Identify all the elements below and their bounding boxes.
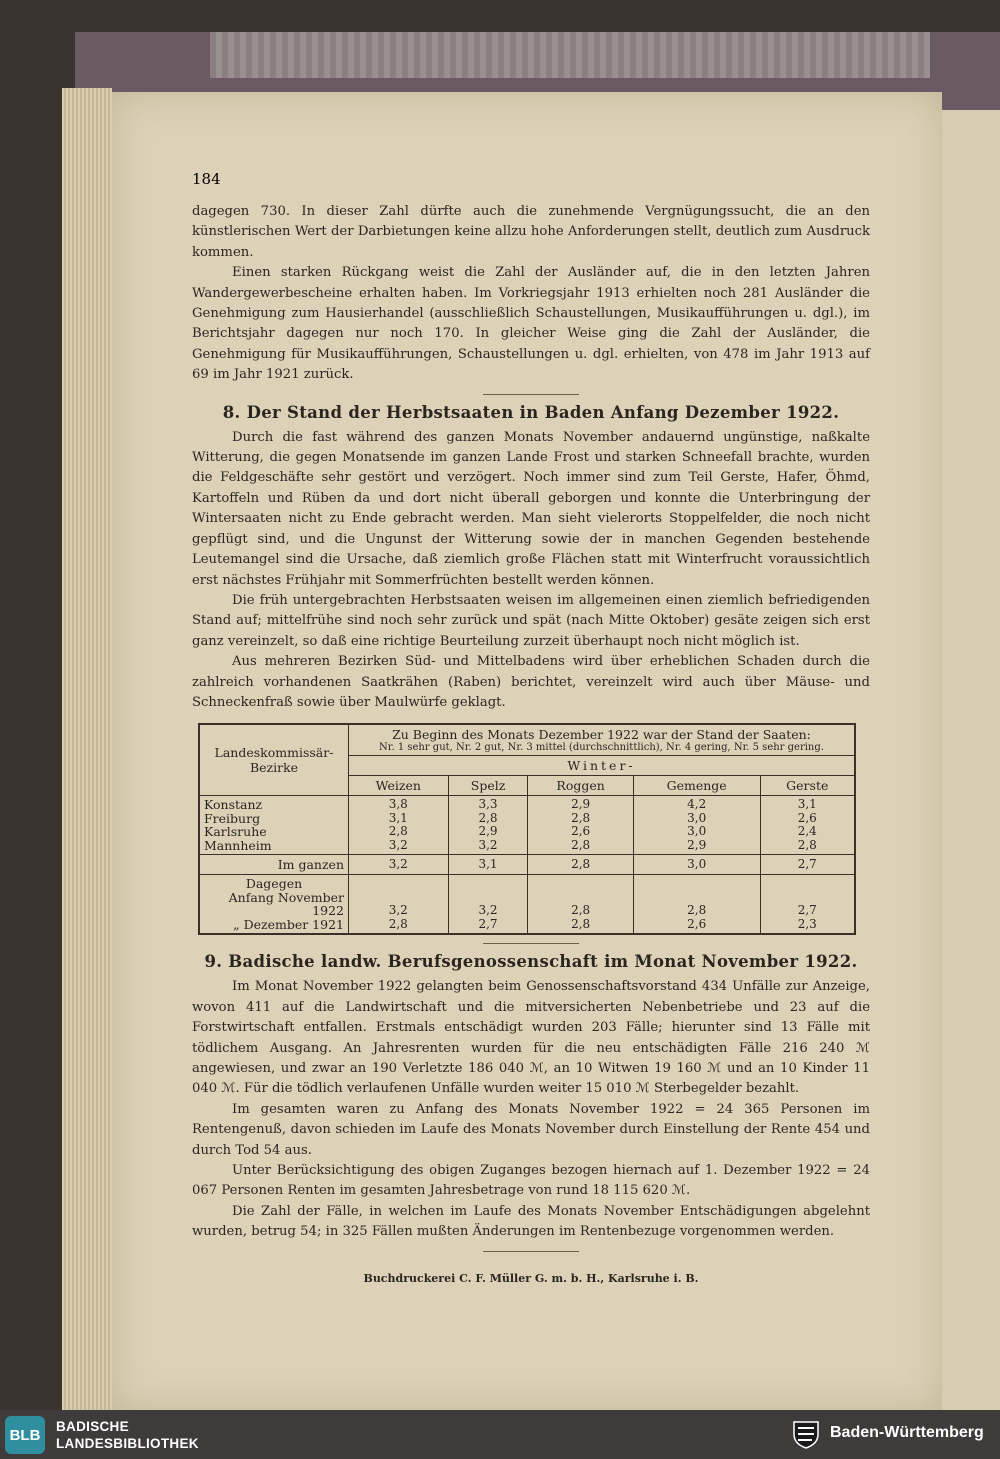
section8-paragraph: Durch die fast während des ganzen Monats November andauernd ungünstige, naßkalte Witterung, die gegen Monatsende im ganzen Lande Frost und starken Schneefall brachte, wurden die Feldgeschäfte sehr gestört und verzögert. Noch immer sind zum Teil Gerste, Hafer, Öhmd, Kartoffeln und Rüben da und dort nicht überall geborgen und konnte die Unterbringung der Wintersaaten nicht zu Ende gebracht werden. Man sieht vielerorts Stoppelfelder, die noch nicht gepflügt sind, und die Ungunst der Witterung sowie der in manchen Gegenden bestehende Leutemangel sind die Ursache, daß ziemlich große Flächen statt mit Winterfrucht voraussichtlich erst nächstes Frühjahr mit Sommerfrüchten bestellt werden können.: [192, 429, 870, 588]
cell-value: 2,8: [687, 903, 707, 918]
library-name-line: LANDESBIBLIOTHEK: [56, 1436, 199, 1451]
separator: [483, 1251, 579, 1252]
section9-paragraph: Unter Berücksichtigung des obigen Zuganges bezogen hiernach auf 1. Dezember 1922 = 24 067 Personen Renten im gesamten Jahresbetrage von rund 18 115 620 ℳ.: [192, 1163, 870, 1199]
cell-value: 2,9: [687, 837, 707, 852]
page-number: 184: [192, 170, 221, 188]
spelz-values: [448, 796, 528, 855]
column-header: Roggen: [528, 776, 633, 796]
table-caption: Zu Beginn des Monats Dezember 1922 war der Stand der Saaten:: [392, 727, 811, 743]
district-label: Konstanz: [204, 797, 263, 813]
section8-paragraph: Aus mehreren Bezirken Süd- und Mittelbadens wird über erheblichen Schaden durch die zahlreich vorhandenen Saatkrähen (Raben) berichtet, vereinzelt wird auch über Mäuse- und Schneckenfraß sowie über Maulwürfe geklagt.: [192, 654, 870, 710]
cell-value: 2,8: [571, 810, 591, 825]
library-name: [56, 1418, 199, 1452]
column-header: Weizen: [349, 776, 449, 796]
total-value: 3,0: [633, 855, 760, 875]
cell-value: 2,9: [571, 797, 591, 812]
cell-value: 2,8: [571, 903, 591, 918]
printer-line: Buchdruckerei C. F. Müller G. m. b. H., Karlsruhe i. B.: [363, 1271, 699, 1285]
cell-value: 2,8: [388, 824, 408, 839]
group-header: Winter-: [349, 756, 856, 776]
cell-value: 2,3: [797, 916, 817, 931]
total-value: 3,1: [448, 855, 528, 875]
compare-spelz: [448, 875, 528, 935]
gerste-values: [760, 796, 855, 855]
state-name: Baden-Württemberg: [830, 1424, 984, 1441]
intro-paragraph-2: Einen starken Rückgang weist die Zahl der Ausländer auf, die in den letzten Jahren Wandergewerbescheine erhalten haben. Im Vorkriegsjahr 1913 erhielten noch 281 Ausländer die Genehmigung zum Hausierhandel (ausschließlich Schaustellungen, Musikaufführungen u. dgl.), im Berichtsjahr dagegen nur noch 170. In gleicher Weise ging die Zahl der Ausländer, die Genehmigung für Musikaufführungen, Schaustellungen u. dgl. erhielten, von 478 im Jahr 1913 auf 69 im Jahr 1921 zurück.: [192, 265, 870, 383]
compare-weizen: [349, 875, 449, 935]
cover-spine-strip: [210, 32, 930, 78]
total-label: Im ganzen: [199, 855, 349, 875]
cell-value: 2,4: [797, 824, 817, 839]
compare-row-label: Anfang November 1922: [228, 889, 344, 919]
facing-page-edge: [940, 110, 1000, 1410]
cell-value: 3,2: [478, 837, 498, 852]
cell-value: 3,0: [687, 810, 707, 825]
coat-of-arms-icon: [790, 1418, 822, 1450]
blb-logo[interactable]: BLB: [5, 1416, 45, 1454]
cell-value: 3,2: [388, 903, 408, 918]
compare-labels: [199, 875, 349, 935]
total-value: 2,8: [528, 855, 633, 875]
district-label: Freiburg: [204, 810, 261, 826]
compare-gerste: [760, 875, 855, 935]
cell-value: 2,8: [388, 916, 408, 931]
column-header: Gemenge: [633, 776, 760, 796]
cell-value: 2,6: [687, 916, 707, 931]
column-header: Gerste: [760, 776, 855, 796]
crop-status-table: [198, 723, 856, 935]
total-value: 2,7: [760, 855, 855, 875]
cell-value: 3,2: [478, 903, 498, 918]
library-name-line: BADISCHE: [56, 1419, 129, 1434]
district-label: Karlsruhe: [204, 824, 267, 840]
column-header: Spelz: [448, 776, 528, 796]
compare-roggen: [528, 875, 633, 935]
cell-value: 3,0: [687, 824, 707, 839]
book-page: [112, 92, 942, 1410]
viewer-footer-bar: [0, 1410, 1000, 1459]
cell-value: 2,8: [571, 837, 591, 852]
cell-value: 2,7: [478, 916, 498, 931]
cell-value: 3,1: [797, 797, 817, 812]
gemenge-values: [633, 796, 760, 855]
cell-value: 2,8: [478, 810, 498, 825]
separator: [483, 394, 579, 395]
section9-heading: 9. Badische landw. Berufsgenossenschaft im Monat November 1922.: [204, 952, 858, 972]
compare-label: Dagegen: [245, 876, 303, 892]
roggen-values: [528, 796, 633, 855]
section9-paragraph: Im Monat November 1922 gelangten beim Genossenschaftsvorstand 434 Unfälle zur Anzeige, wovon 411 auf die Landwirtschaft und die mitversicherten Nebenbetriebe und 23 auf die Forstwirtschaft entfallen. Erstmals entschädigt wurden 203 Fälle; hierunter sind 13 Fälle mit tödlichem Ausgang. An Jahresrenten wurden für die neu entschädigten Fälle 216 240 ℳ angewiesen, und zwar an 190 Verletzte 186 040 ℳ, an 10 Witwen 19 160 ℳ und an 10 Kinder 11 040 ℳ. Für die tödlich verlaufenen Unfälle wurden weiter 15 010 ℳ Sterbegelder bezahlt.: [192, 979, 870, 1097]
cell-value: 4,2: [687, 797, 707, 812]
intro-paragraph-1: dagegen 730. In dieser Zahl dürfte auch die zunehmende Vergnügungssucht, die an den künstlerischen Wert der Darbietungen keine allzu hohe Anforderungen stellt, deutlich zum Ausdruck kommen.: [192, 204, 870, 260]
cell-value: 3,3: [478, 797, 498, 812]
section9-paragraph: Im gesamten waren zu Anfang des Monats November 1922 = 24 365 Personen im Rentengenuß, davon schieden im Laufe des Monats November durch Einstellung der Rente 454 und durch Tod 54 aus.: [192, 1101, 870, 1158]
separator: [483, 943, 579, 944]
cell-value: 2,8: [571, 916, 591, 931]
cell-value: 2,6: [797, 810, 817, 825]
cell-value: 3,8: [388, 797, 408, 812]
cell-value: 2,9: [478, 824, 498, 839]
page-content: [192, 202, 870, 1285]
cell-value: 2,6: [571, 824, 591, 839]
section8-paragraph: Die früh untergebrachten Herbstsaaten weisen im allgemeinen einen ziemlich befriedigenden Stand auf; mittelfrühe sind noch sehr zurück und spät (nach Mitte Oktober) gesäte zeigen sich erst ganz vereinzelt, so daß eine richtige Beurteilung zurzeit überhaupt noch nicht möglich ist.: [192, 592, 870, 649]
weizen-values: [349, 796, 449, 855]
compare-gemenge: [633, 875, 760, 935]
district-labels: [199, 796, 349, 855]
total-value: 3,2: [349, 855, 449, 875]
compare-row-label: „ Dezember 1921: [233, 916, 344, 932]
page-stack-edge: [62, 88, 112, 1410]
cell-value: 3,2: [388, 837, 408, 852]
row-header: Landeskommissär-Bezirke: [199, 724, 349, 796]
cell-value: 3,1: [388, 810, 408, 825]
cell-value: 2,7: [797, 903, 817, 918]
section9-paragraph: Die Zahl der Fälle, in welchen im Laufe des Monats November Entschädigungen abgelehnt wurden, betrug 54; in 325 Fällen mußten Änderungen im Rentenbezuge vorgenommen werden.: [192, 1203, 870, 1240]
section8-heading: 8. Der Stand der Herbstsaaten in Baden Anfang Dezember 1922.: [222, 402, 840, 422]
rating-legend: Nr. 1 sehr gut, Nr. 2 gut, Nr. 3 mittel (durchschnittlich), Nr. 4 gering, Nr. 5 sehr gering.: [379, 742, 824, 754]
cell-value: 2,8: [797, 837, 817, 852]
district-label: Mannheim: [204, 837, 272, 853]
